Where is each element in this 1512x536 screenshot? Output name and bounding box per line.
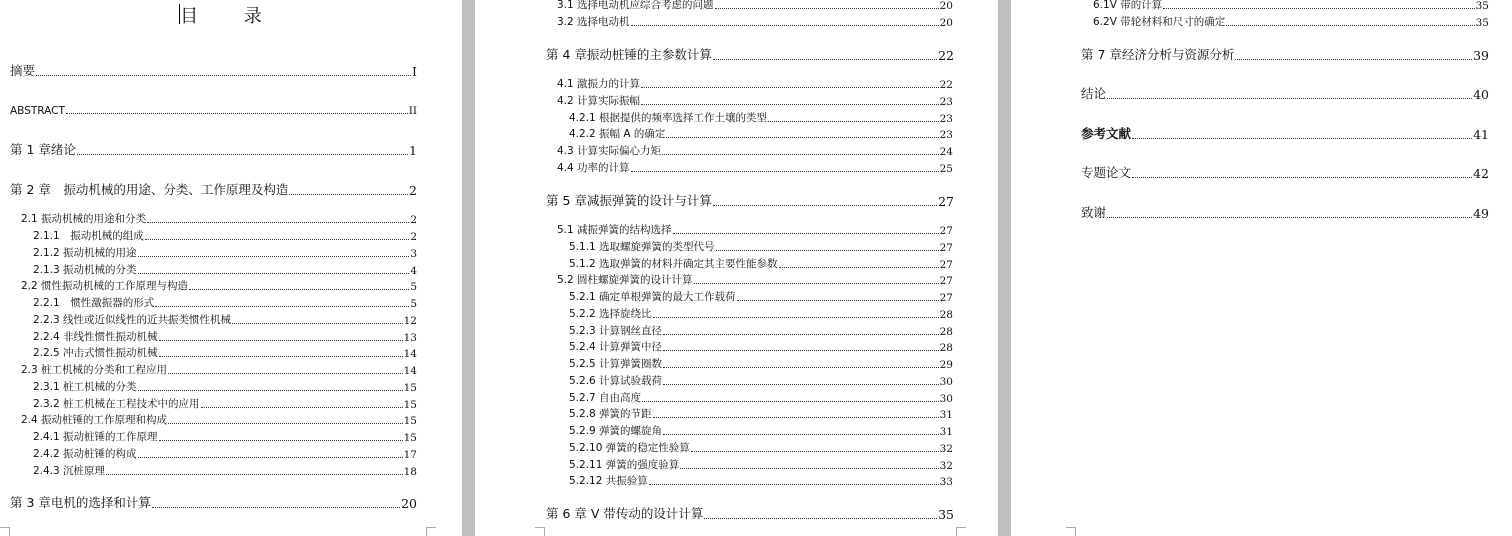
toc-entry[interactable] [557,143,953,158]
toc-entry-text: 第 2 章 振动机械的用途、分类、工作原理及构造 [10,182,289,197]
toc-entry-text: 结论 [1081,86,1107,101]
dot-leader [155,305,409,307]
dot-leader [1235,58,1472,60]
toc-page-number: 5 [410,281,417,293]
toc-entry[interactable] [557,76,953,91]
toc-entry-text: 2.3.2 桩工机械在工程技术中的应用 [33,398,200,410]
dot-leader [147,221,409,223]
toc-entry[interactable] [10,493,417,511]
toc-entry-text: 参考文献 [1081,126,1132,141]
toc-entry[interactable] [557,93,953,108]
toc-entry-text: 2.4 振动桩锤的工作原理和构成 [21,414,168,426]
toc-entry-text: 专题论文 [1081,165,1132,180]
dot-leader [662,153,939,155]
toc-page-number: 20 [939,0,953,12]
dot-leader [77,153,408,155]
corner-mark [956,527,966,536]
corner-mark [426,527,436,536]
toc-entry[interactable] [10,180,417,198]
toc-entry[interactable] [10,140,417,158]
toc-entry-text: 摘要 [10,63,36,78]
toc-entry-text: 5.1 减振弹簧的结构选择 [557,224,672,236]
toc-entry-text: 5.2.4 计算弹簧中径 [569,341,663,353]
toc-page-number: 27 [939,225,953,237]
dot-leader [704,517,937,519]
toc-entry-text: 5.2.5 计算弹簧圈数 [569,358,663,370]
toc-entry[interactable] [33,329,417,344]
toc-page-number: 22 [939,79,953,91]
toc-page-number: 40 [1473,87,1489,102]
toc-page-number: 31 [939,409,953,421]
toc-entry-text: 5.2.10 弹簧的稳定性验算 [569,442,690,454]
toc-entry[interactable] [569,256,953,271]
toc-page-number: 29 [939,359,953,371]
toc-page-number: II [408,105,417,117]
toc-page-number: 35 [1475,17,1489,29]
corner-mark [1066,527,1076,536]
dot-leader [631,24,939,26]
toc-page-number: 15 [403,415,417,427]
toc-entry[interactable] [1081,84,1489,102]
toc-entry-text: 2.4.1 振动桩锤的工作原理 [33,431,158,443]
toc-page-number: 32 [939,460,953,472]
toc-entry[interactable] [557,14,953,29]
toc-page-number: 33 [939,476,953,488]
toc-page-number: 5 [410,298,417,310]
toc-page-number: 35 [1475,0,1489,12]
toc-entry-text: 5.1.1 选取螺旋弹簧的类型代号 [569,241,715,253]
toc-entry[interactable] [569,110,953,125]
dot-leader [663,349,939,351]
toc-entry[interactable] [569,373,953,388]
toc-entry-text: 第 4 章振动桩锤的主参数计算 [546,47,712,62]
toc-entry[interactable] [569,440,953,455]
toc-entry-text: 3.1 选择电动机应综合考虑的问题 [557,0,714,11]
dot-leader [649,483,939,485]
toc-entry-text: 5.2.11 弹簧的强度验算 [569,459,680,471]
toc-entry-text: 第 7 章经济分析与资源分析 [1081,47,1235,62]
dot-leader [641,103,939,105]
toc-entry-text: 第 6 章 V 带传动的设计计算 [546,506,704,521]
dot-leader [680,467,938,469]
toc-entry[interactable] [1081,45,1489,63]
toc-page-number: 30 [939,376,953,388]
toc-entry-text: 2.1.2 振动机械的用途 [33,247,137,259]
toc-page-number: 49 [1473,206,1489,221]
toc-entry[interactable] [33,245,417,260]
toc-entry-text: 2.3.1 桩工机械的分类 [33,381,137,393]
toc-entry-text: 2.4.3 沉桩原理 [33,465,106,477]
toc-entry[interactable] [569,239,953,254]
dot-leader [779,266,939,268]
dot-leader [713,204,937,206]
dot-leader [189,288,409,290]
toc-page-number: 41 [1473,127,1489,142]
dot-leader [768,120,939,122]
toc-page-number: 4 [410,265,417,277]
dot-leader [1163,7,1474,9]
dot-leader [1107,216,1472,218]
toc-entry[interactable] [33,396,417,411]
dot-leader [159,339,403,341]
toc-entry[interactable] [21,211,417,226]
dot-leader [201,406,403,408]
dot-leader [232,322,403,324]
toc-page-number: 32 [939,443,953,455]
toc-entry[interactable] [10,61,417,79]
toc-entry-text: 第 3 章电机的选择和计算 [10,495,151,510]
toc-page-number: 28 [939,342,953,354]
toc-entry-text: 5.2.3 计算钢丝直径 [569,325,663,337]
toc-entry-text: 2.1.1 振动机械的组成 [33,230,144,242]
toc-page-number: 20 [401,496,417,511]
dot-leader [663,433,939,435]
dot-leader [653,416,939,418]
toc-entry-text: 5.2.9 弹簧的螺旋角 [569,425,663,437]
toc-page-number: 3 [410,248,417,260]
toc-entry-text: 5.2.2 选择旋绕比 [569,308,652,320]
toc-entry-text: 第 5 章减振弹簧的设计与计算 [546,193,712,208]
toc-entry-text: 2.1 振动机械的用途和分类 [21,213,147,225]
dot-leader [159,355,403,357]
toc-page-number: 31 [939,426,953,438]
corner-mark [535,527,545,536]
toc-entry-text: 4.2.2 振幅 A 的确定 [569,128,666,140]
toc-page-number: 15 [403,399,417,411]
toc-entry[interactable] [569,457,953,472]
dot-leader [1132,137,1472,139]
toc-entry-text: 4.4 功率的计算 [557,162,630,174]
toc-entry-text: 3.2 选择电动机 [557,16,630,28]
toc-page-number: 30 [939,393,953,405]
toc-entry[interactable] [569,356,953,371]
toc-entry-text: 2.2.4 非线性惯性振动机械 [33,331,158,343]
toc-page-number: 17 [403,449,417,461]
toc-entry[interactable] [33,262,417,277]
toc-page-number: 13 [403,332,417,344]
dot-leader [653,316,939,318]
toc-entry[interactable] [33,379,417,394]
dot-leader [168,422,403,424]
toc-entry[interactable] [569,323,953,338]
toc-page-number: 35 [938,507,954,522]
text-cursor [179,4,180,24]
toc-page-number: 27 [939,242,953,254]
toc-entry[interactable] [569,423,953,438]
toc-entry-text: 5.2.1 确定单根弹簧的最大工作载荷 [569,291,736,303]
toc-entry-text: 4.3 计算实际偏心力矩 [557,145,662,157]
toc-entry-text: 4.2.1 根据提供的频率选择工作土壤的类型 [569,112,768,124]
dot-leader [641,86,939,88]
toc-entry[interactable] [557,160,953,175]
dot-leader [715,7,939,9]
toc-entry[interactable] [557,222,953,237]
toc-entry[interactable] [1093,0,1489,12]
toc-page-number: 2 [409,183,417,198]
dot-leader [1226,24,1474,26]
dot-leader [631,170,939,172]
toc-page-number: 42 [1473,166,1489,181]
dot-leader [663,383,939,385]
toc-page-number: 28 [939,326,953,338]
toc-page-number: 27 [939,292,953,304]
toc-entry[interactable] [569,126,953,141]
toc-entry[interactable] [33,345,417,360]
dot-leader [138,456,403,458]
toc-entry-text: 2.3 桩工机械的分类和工程应用 [21,364,168,376]
dot-leader [152,506,400,508]
toc-entry[interactable] [10,102,417,117]
toc-entry[interactable] [33,295,417,310]
toc-entry[interactable] [1081,203,1489,221]
toc-entry[interactable] [569,289,953,304]
dot-leader [66,112,408,114]
dot-leader [289,193,408,195]
toc-entry[interactable] [33,463,417,478]
toc-page-number: 25 [939,163,953,175]
toc-page-number: 15 [403,432,417,444]
toc-entry[interactable] [21,278,417,293]
toc-entry[interactable] [557,0,953,12]
toc-page-number: 27 [938,194,954,209]
toc-entry-text: 2.2.5 冲击式惯性振动机械 [33,347,158,359]
dot-leader [642,400,939,402]
toc-page-number: 2 [410,214,417,226]
dot-leader [159,439,403,441]
toc-page-number: 23 [939,129,953,141]
toc-entry-text: 5.2.6 计算试验载荷 [569,375,663,387]
toc-entry[interactable] [33,312,417,327]
toc-entry-text: 2.2.3 线性或近似线性的近共振类惯性机械 [33,314,232,326]
toc-page-number: 27 [939,259,953,271]
toc-entry-text: 4.1 激振力的计算 [557,78,641,90]
toc-title: 目 录 [180,6,282,27]
toc-page-number: 24 [939,146,953,158]
toc-page-number: 22 [938,48,954,63]
dot-leader [713,58,937,60]
document-page-2 [475,0,998,536]
toc-entry[interactable] [569,473,953,488]
dot-leader [716,249,939,251]
toc-page-number: 27 [939,275,953,287]
toc-entry-text: 第 1 章绪论 [10,142,76,157]
toc-entry[interactable] [546,191,954,209]
document-page-1 [0,0,462,536]
dot-leader [36,74,411,76]
dot-leader [666,136,938,138]
toc-entry[interactable] [21,362,417,377]
toc-entry-text: 5.2.7 自由高度 [569,392,642,404]
toc-entry-text: 致谢 [1081,205,1107,220]
corner-mark [0,527,10,536]
toc-entry-text: 5.1.2 选取弹簧的材料并确定其主要性能参数 [569,258,778,270]
toc-entry-text: 5.2.12 共振验算 [569,475,648,487]
toc-page-number: 28 [939,309,953,321]
toc-entry-text: 2.2.1 惯性激振器的形式 [33,297,155,309]
toc-page-number: 39 [1473,48,1489,63]
toc-entry[interactable] [569,306,953,321]
toc-entry-text: 2.4.2 振动桩锤的构成 [33,448,137,460]
toc-entry[interactable] [557,272,953,287]
dot-leader [138,255,410,257]
toc-page-number: 18 [403,466,417,478]
toc-page-number: 14 [403,365,417,377]
dot-leader [663,366,939,368]
toc-page-number: 1 [409,143,417,158]
toc-page-number: 15 [403,382,417,394]
toc-page-number: 23 [939,96,953,108]
dot-leader [138,389,403,391]
toc-page-number: 20 [939,17,953,29]
toc-entry[interactable] [546,45,954,63]
toc-entry-text: 2.1.3 振动机械的分类 [33,264,137,276]
dot-leader [673,232,939,234]
dot-leader [737,299,939,301]
toc-entry[interactable] [569,390,953,405]
toc-entry[interactable] [33,429,417,444]
toc-entry-text: 6.2V 带轮材料和尺寸的确定 [1093,16,1226,28]
toc-entry[interactable] [1081,124,1489,142]
dot-leader [663,333,939,335]
toc-page-number: 14 [403,348,417,360]
dot-leader [1107,97,1472,99]
toc-entry-text: ABSTRACT [10,105,65,117]
dot-leader [691,450,939,452]
toc-page-number: 23 [939,113,953,125]
dot-leader [1132,176,1472,178]
toc-entry[interactable] [33,446,417,461]
toc-entry[interactable] [546,504,954,522]
toc-entry-text: 4.2 计算实际振幅 [557,95,641,107]
dot-leader [694,282,939,284]
toc-entry-text: 2.2 惯性振动机械的工作原理与构造 [21,280,189,292]
toc-page-number: 2 [410,231,417,243]
toc-page-number: 12 [403,315,417,327]
toc-entry-text: 6.1V 带的计算 [1093,0,1163,11]
toc-entry[interactable] [1093,14,1489,29]
toc-entry[interactable] [1081,163,1489,181]
toc-entry[interactable] [569,339,953,354]
toc-page-number: I [412,64,417,79]
toc-entry[interactable] [569,406,953,421]
document-page-3 [1011,0,1512,536]
dot-leader [168,372,403,374]
dot-leader [145,238,410,240]
dot-leader [106,473,403,475]
toc-entry-text: 5.2 圆柱螺旋弹簧的设计计算 [557,274,693,286]
dot-leader [138,272,410,274]
toc-entry[interactable] [33,228,417,243]
toc-entry-text: 5.2.8 弹簧的节距 [569,408,652,420]
toc-entry[interactable] [21,412,417,427]
